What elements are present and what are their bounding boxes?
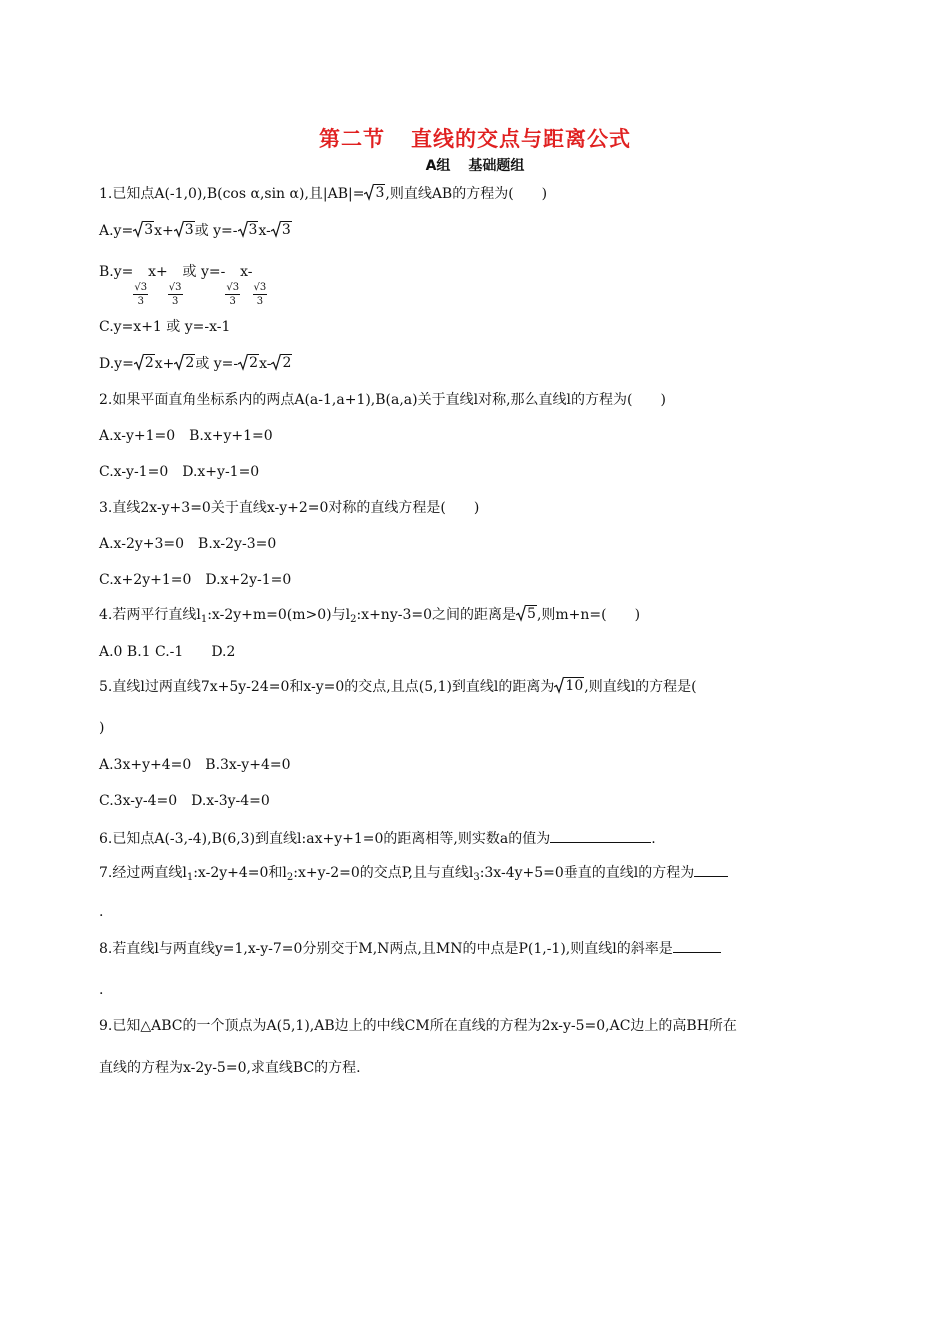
- question-6-stem: 6.已知点A(-3,-4),B(6,3)到直线l:ax+y+1=0的距离相等,则实数a的值为 .: [99, 828, 656, 849]
- question-2-options-cd: C.x-y-1=0 D.x+y-1=0: [99, 464, 260, 480]
- group-name: 基础题组: [468, 158, 525, 174]
- sqrt-symbol: 3: [364, 183, 385, 201]
- question-7-stem-continued: .: [99, 904, 104, 920]
- question-4-options: A.0 B.1 C.-1 D.2: [99, 644, 236, 660]
- question-5-options-cd: C.3x-y-4=0 D.x-3y-4=0: [99, 793, 270, 809]
- question-9-stem-line1: 9.已知△ABC的一个顶点为A(5,1),AB边上的中线CM所在直线的方程为2x-y-5=0,AC边上的高BH所在: [99, 1018, 737, 1034]
- section-title: [0, 123, 950, 153]
- question-5-stem: 5.直线l过两直线7x+5y-24=0和x-y=0的交点,且点(5,1)到直线l的距离为 10 ,则直线l的方程是(: [99, 678, 697, 695]
- question-7-stem: 7.经过两直线$l_1:x-2y+4=0$和$l_2:x+y-2=0$的交点P,且与直线$l_3:3x-4y+5=0$垂直的直线l的方程为: [99, 862, 728, 888]
- question-1-option-c: C.y=x+1 或 y=-x-1: [99, 319, 231, 335]
- question-1-option-a: A.y= 3 x+ 3 或 y=- 3 x- 3: [99, 222, 291, 239]
- question-8-stem: 8.若直线l与两直线y=1,x-y-7=0分别交于M,N两点,且MN的中点是P(1,-1),则直线l的斜率是: [99, 938, 721, 959]
- question-8-stem-continued: .: [99, 982, 104, 998]
- answer-blank[interactable]: [550, 828, 651, 843]
- group-title: [0, 155, 950, 175]
- answer-blank[interactable]: [694, 862, 728, 877]
- question-3-options-ab: A.x-2y+3=0 B.x-2y-3=0: [99, 536, 277, 552]
- question-2-stem: 2.如果平面直角坐标系内的两点A(a-1,a+1),B(a,a)关于直线l对称,那么直线l的方程为( ): [99, 392, 666, 408]
- question-3-stem: 3.直线2x-y+3=0关于直线x-y+2=0对称的直线方程是( ): [99, 500, 480, 516]
- question-5-options-ab: A.3x+y+4=0 B.3x-y+4=0: [99, 757, 291, 773]
- question-4-stem: 4.若两平行直线$l_1:x-2y+m=0(m>0)$与$l_2:x+ny-3=0$之间的距离是 5 ,则m+n=( ): [99, 606, 641, 625]
- question-2-options-ab: A.x-y+1=0 B.x+y+1=0: [99, 428, 273, 444]
- section-number: 第二节: [319, 127, 385, 151]
- question-1-option-d: D.y= 2 x+ 2 或 y=- 2 x- 2: [99, 355, 292, 372]
- answer-blank[interactable]: [673, 938, 721, 953]
- section-name: 直线的交点与距离公式: [411, 127, 631, 151]
- question-9-stem-line2: 直线的方程为x-2y-5=0,求直线BC的方程.: [99, 1060, 361, 1076]
- question-1-stem: 1.已知点A(-1,0),B(cos α,sin α),且|AB|= 3 ,则直线AB的方程为( ): [99, 185, 548, 202]
- question-3-options-cd: C.x+2y+1=0 D.x+2y-1=0: [99, 572, 292, 588]
- question-1-option-b: B.y= $\frac{√3}{3}$ x+ $\frac{√3}{3}$ 或 y=- $\frac{√3}{3}$ x- $\frac{√3}{3}$: [99, 264, 267, 307]
- question-5-stem-continued: ): [99, 720, 105, 736]
- group-label: A组: [425, 158, 451, 174]
